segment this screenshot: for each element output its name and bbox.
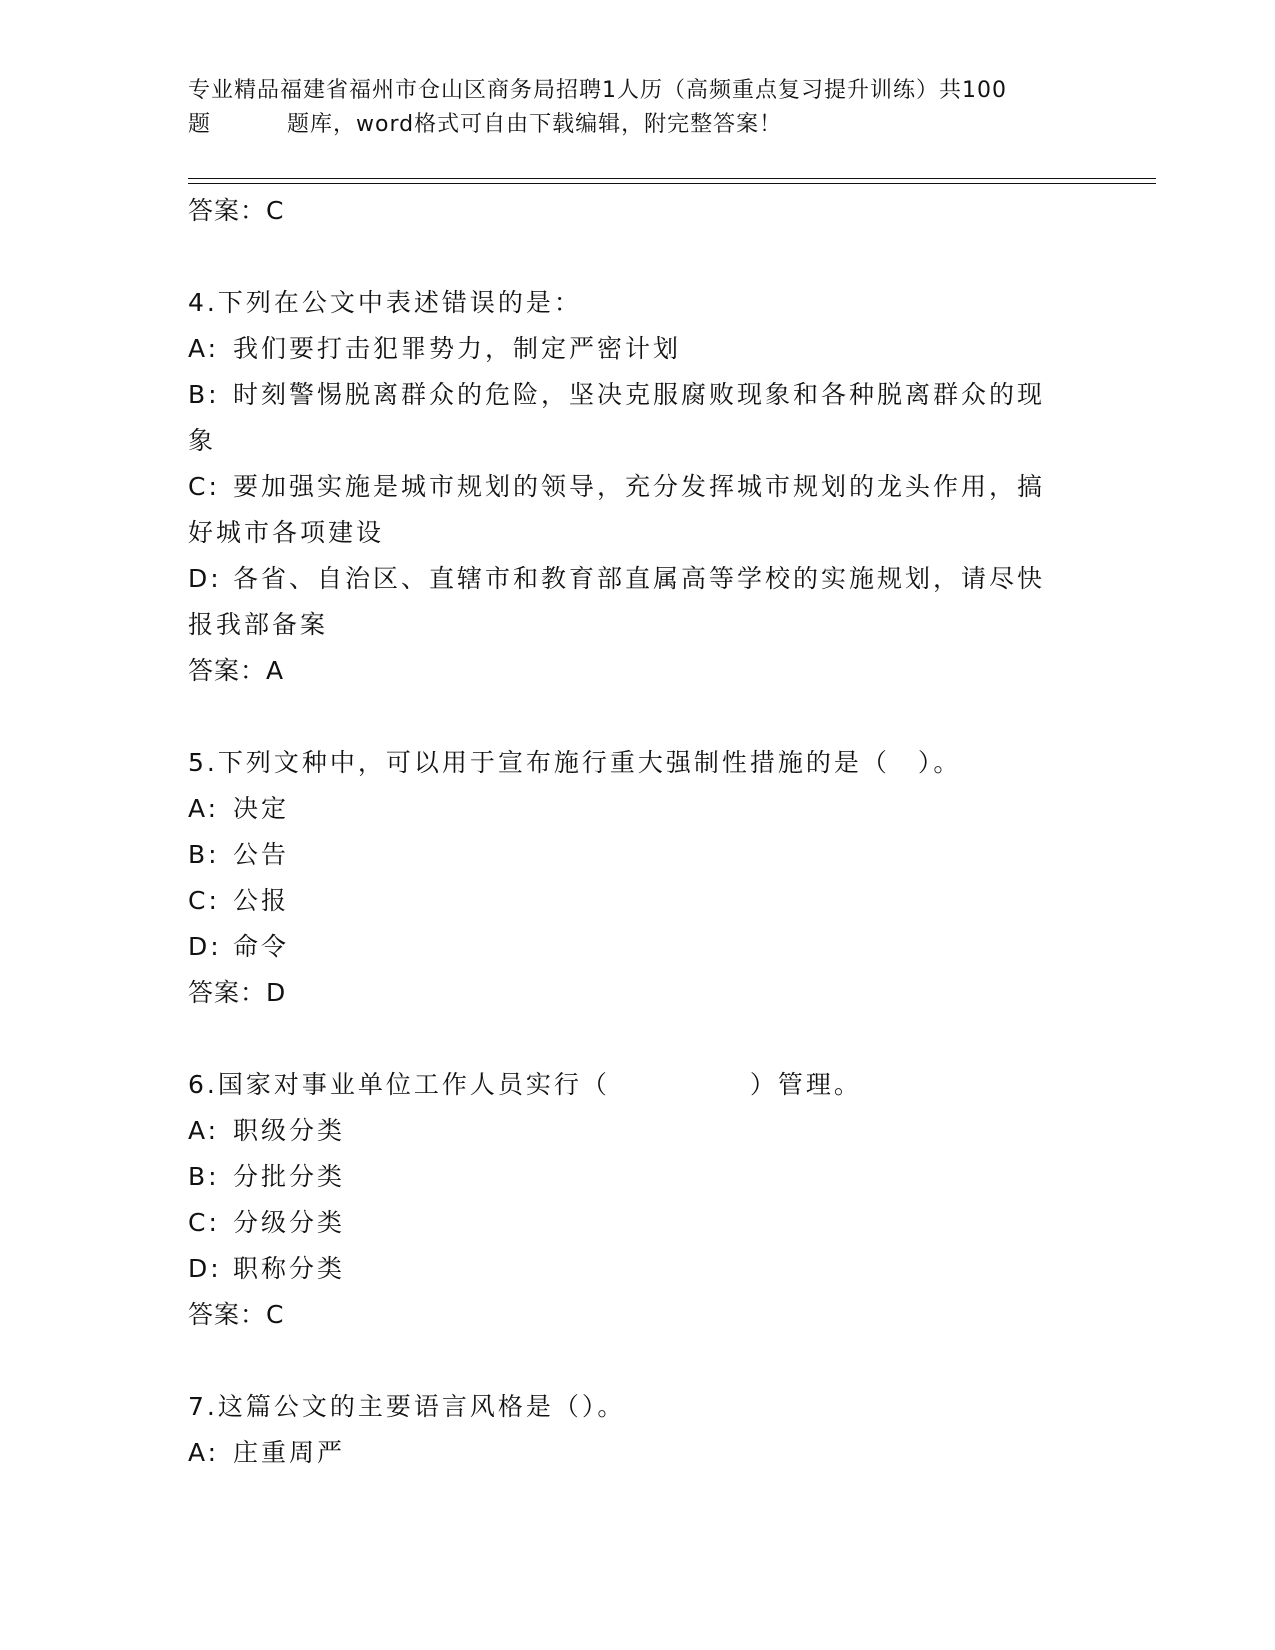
header-rule-bottom — [188, 183, 1156, 184]
option-letter: A: — [188, 794, 220, 823]
answer-option — [188, 326, 1088, 372]
header-line-1: 专业精品福建省福州市仓山区商务局招聘1人历（高频重点复习提升训练）共100 — [188, 78, 1007, 103]
option-letter: B: — [188, 1162, 220, 1191]
answer-option — [188, 1430, 1088, 1476]
option-letter: D: — [188, 932, 222, 961]
answer-option — [188, 372, 1088, 418]
option-letter: C: — [188, 472, 220, 501]
option-text: 公告 — [233, 840, 290, 869]
document-header — [188, 74, 1088, 142]
option-text: 分级分类 — [233, 1208, 346, 1237]
option-text: 庄重周严 — [233, 1438, 346, 1467]
answer-option — [188, 878, 1088, 924]
option-letter: A: — [188, 334, 220, 363]
question-stem: 6.国家对事业单位工作人员实行（ ）管理。 — [188, 1070, 862, 1099]
option-text: 决定 — [233, 794, 290, 823]
answer-option — [188, 1200, 1088, 1246]
answer-option — [188, 832, 1088, 878]
option-letter: B: — [188, 840, 220, 869]
answer-option — [188, 924, 1088, 970]
answer-option — [188, 1108, 1088, 1154]
question-stem: 5.下列文种中，可以用于宣布施行重大强制性措施的是（ ）。 — [188, 748, 962, 777]
option-text: 分批分类 — [233, 1162, 346, 1191]
answer-option — [188, 786, 1088, 832]
option-text: 各省、自治区、直辖市和教育部直属高等学校的实施规划，请尽快 — [233, 564, 1046, 593]
option-letter: B: — [188, 380, 220, 409]
header-line-2 — [188, 108, 1088, 142]
option-text: 我们要打击犯罪势力，制定严密计划 — [233, 334, 682, 363]
option-letter: D: — [188, 564, 222, 593]
option-letter: C: — [188, 1208, 220, 1237]
answer-option — [188, 556, 1088, 602]
question-list — [188, 188, 1088, 1476]
question-stem: 4.下列在公文中表述错误的是： — [188, 288, 582, 317]
answer-line: 答案：C — [188, 1300, 285, 1329]
header-line-2-left: 题 — [188, 112, 212, 137]
option-text: 职称分类 — [233, 1254, 346, 1283]
option-text: 要加强实施是城市规划的领导，充分发挥城市规划的龙头作用，搞 — [233, 472, 1046, 501]
option-text-continued: 象 — [188, 426, 217, 455]
option-text: 命令 — [233, 932, 290, 961]
option-letter: C: — [188, 886, 220, 915]
answer-option — [188, 1154, 1088, 1200]
option-letter: D: — [188, 1254, 222, 1283]
option-letter: A: — [188, 1116, 220, 1145]
header-line-2-right: 题库，word格式可自由下载编辑，附完整答案！ — [287, 112, 783, 137]
answer-option — [188, 464, 1088, 510]
option-text-continued: 报我部备案 — [188, 610, 329, 639]
header-rule-top — [188, 178, 1156, 179]
option-letter: A: — [188, 1438, 220, 1467]
option-text: 时刻警惕脱离群众的危险，坚决克服腐败现象和各种脱离群众的现 — [233, 380, 1046, 409]
answer-line: 答案：D — [188, 978, 287, 1007]
option-text: 职级分类 — [233, 1116, 346, 1145]
answer-line: 答案：C — [188, 196, 285, 225]
question-stem: 7.这篇公文的主要语言风格是（）。 — [188, 1392, 626, 1421]
option-text: 公报 — [233, 886, 290, 915]
answer-option — [188, 1246, 1088, 1292]
option-text-continued: 好城市各项建设 — [188, 518, 385, 547]
answer-line: 答案：A — [188, 656, 285, 685]
